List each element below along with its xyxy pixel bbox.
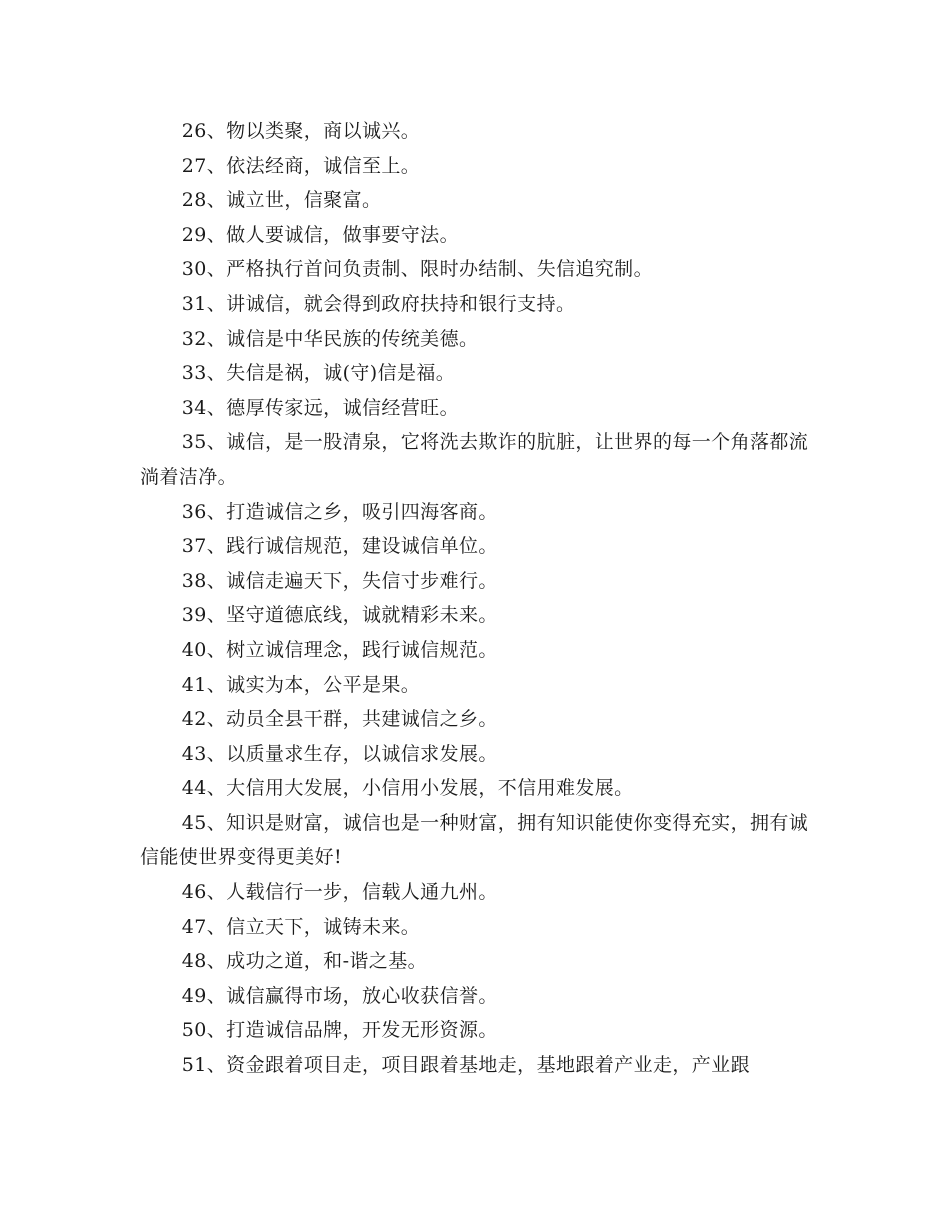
paragraph-33: 33、失信是祸，诚(守)信是福。 [181,362,456,385]
paragraph-37: 37、践行诚信规范，建设诚信单位。 [181,535,498,558]
paragraph-51: 51、资金跟着项目走，项目跟着基地走，基地跟着产业走，产业跟 [181,1054,750,1077]
paragraph-48: 48、成功之道，和-谐之基。 [181,950,427,973]
paragraph-47: 47、信立天下，诚铸未来。 [181,915,421,938]
paragraph-31: 31、讲诚信，就会得到政府扶持和银行支持。 [181,292,576,315]
paragraph-45: 45、知识是财富，诚信也是一种财富，拥有知识能使你变得充实，拥有诚信能使世界变得更美好! [140,811,809,869]
paragraph-27: 27、依法经商，诚信至上。 [181,154,421,177]
paragraph-50: 50、打造诚信品牌，开发无形资源。 [181,1019,498,1042]
paragraph-30: 30、严格执行首问负责制、限时办结制、失信追究制。 [181,258,653,281]
paragraph-36: 36、打造诚信之乡，吸引四海客商。 [181,500,498,523]
paragraph-26: 26、物以类聚，商以诚兴。 [181,120,421,142]
paragraph-34: 34、德厚传家远，诚信经营旺。 [181,396,459,419]
paragraph-46: 46、人载信行一步，信载人通九州。 [181,881,498,904]
paragraph-49: 49、诚信赢得市场，放心收获信誉。 [181,984,498,1007]
paragraph-44: 44、大信用大发展，小信用小发展，不信用难发展。 [181,777,634,800]
paragraph-40: 40、树立诚信理念，践行诚信规范。 [181,638,498,661]
paragraph-39: 39、坚守道德底线，诚就精彩未来。 [181,604,498,627]
paragraph-42: 42、动员全县干群，共建诚信之乡。 [181,708,498,731]
paragraph-41: 41、诚实为本，公平是果。 [181,673,421,696]
paragraph-43: 43、以质量求生存，以诚信求发展。 [181,742,498,765]
paragraph-28: 28、诚立世，信聚富。 [181,189,382,212]
paragraph-29: 29、做人要诚信，做事要守法。 [181,223,459,246]
document-body [140,114,820,1083]
paragraph-38: 38、诚信走遍天下，失信寸步难行。 [181,569,498,592]
paragraph-35: 35、诚信，是一股清泉，它将洗去欺诈的肮脏，让世界的每一个角落都流淌着洁净。 [140,431,809,488]
paragraph-32: 32、诚信是中华民族的传统美德。 [181,327,479,350]
